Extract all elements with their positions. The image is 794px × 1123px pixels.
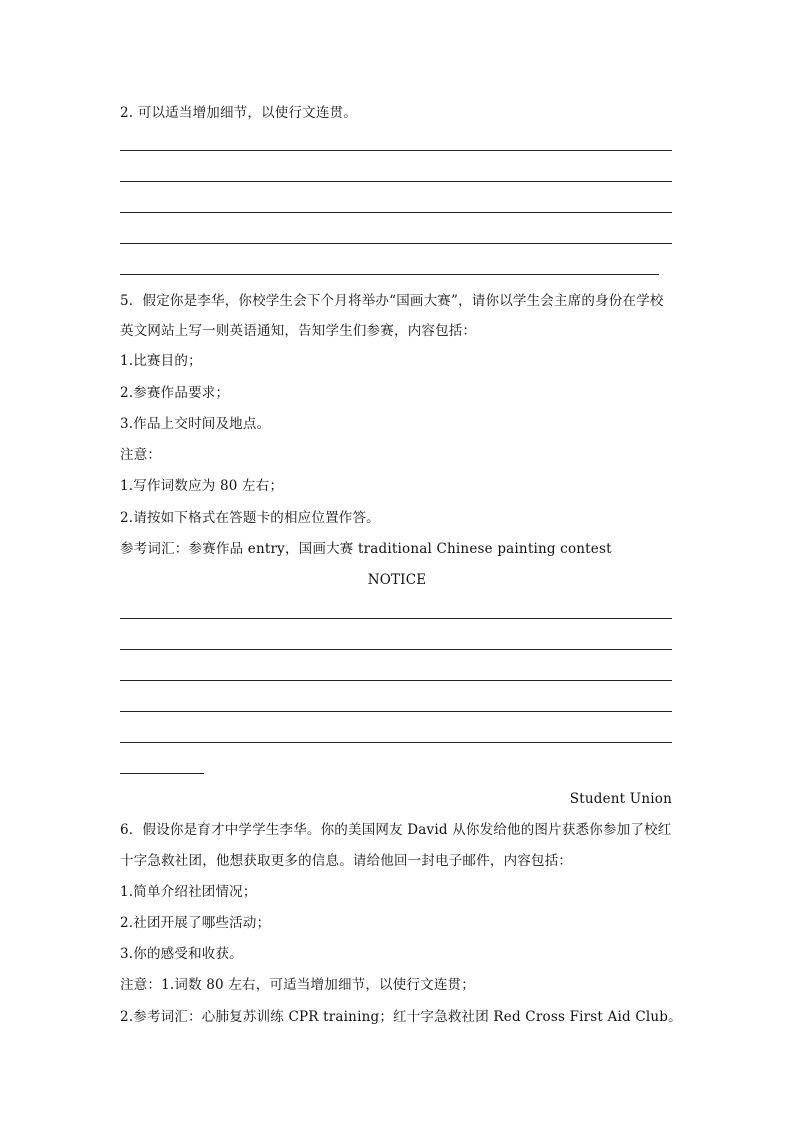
answer-line — [120, 274, 659, 275]
q5-item-3: 3.作品上交时间及地点。 — [120, 416, 271, 432]
answer-line — [120, 742, 672, 743]
notice-heading: NOTICE — [367, 572, 427, 588]
q5-note-1: 1.写作词数应为 80 左右； — [120, 478, 284, 494]
answer-line-short — [120, 773, 204, 774]
answer-line — [120, 649, 672, 650]
q5-note-title: 注意： — [120, 447, 162, 463]
q5-note-2: 2.请按如下格式在答题卡的相应位置作答。 — [120, 510, 380, 526]
answer-line — [120, 243, 672, 244]
q5-vocabulary: 参考词汇：参赛作品 entry，国画大赛 traditional Chinese painting contest — [120, 541, 612, 557]
top-note-2: 2. 可以适当增加细节，以使行文连贯。 — [120, 105, 357, 121]
q5-item-2: 2.参赛作品要求； — [120, 385, 230, 401]
q5-prompt-line-1: 5．假定你是李华，你校学生会下个月将举办“国画大赛”，请你以学生会主席的身份在学校 — [120, 293, 664, 309]
q5-item-1: 1.比赛目的； — [120, 353, 202, 369]
notice-signature: Student Union — [569, 791, 672, 807]
q6-item-2: 2.社团开展了哪些活动； — [120, 915, 271, 931]
q6-prompt-line-1: 6．假设你是育才中学学生李华。你的美国网友 David 从你发给他的图片获悉你参加了校红 — [120, 822, 672, 838]
answer-line — [120, 680, 672, 681]
q5-prompt-line-2: 英文网站上写一则英语通知，告知学生们参赛，内容包括： — [120, 323, 477, 339]
q6-item-3: 3.你的感受和收获。 — [120, 946, 243, 962]
answer-line — [120, 150, 672, 151]
answer-line — [120, 618, 672, 619]
q6-prompt-line-2: 十字急救社团，他想获取更多的信息。请给他回一封电子邮件，内容包括： — [120, 853, 573, 869]
q6-note-1: 注意：1.词数 80 左右，可适当增加细节，以使行文连贯； — [120, 977, 475, 993]
answer-line — [120, 212, 672, 213]
answer-line — [120, 181, 672, 182]
q6-note-2: 2.参考词汇：心肺复苏训练 CPR training；红十字急救社团 Red Cross First Aid Club。 — [120, 1009, 682, 1025]
answer-line — [120, 711, 672, 712]
q6-item-1: 1.简单介绍社团情况； — [120, 884, 257, 900]
